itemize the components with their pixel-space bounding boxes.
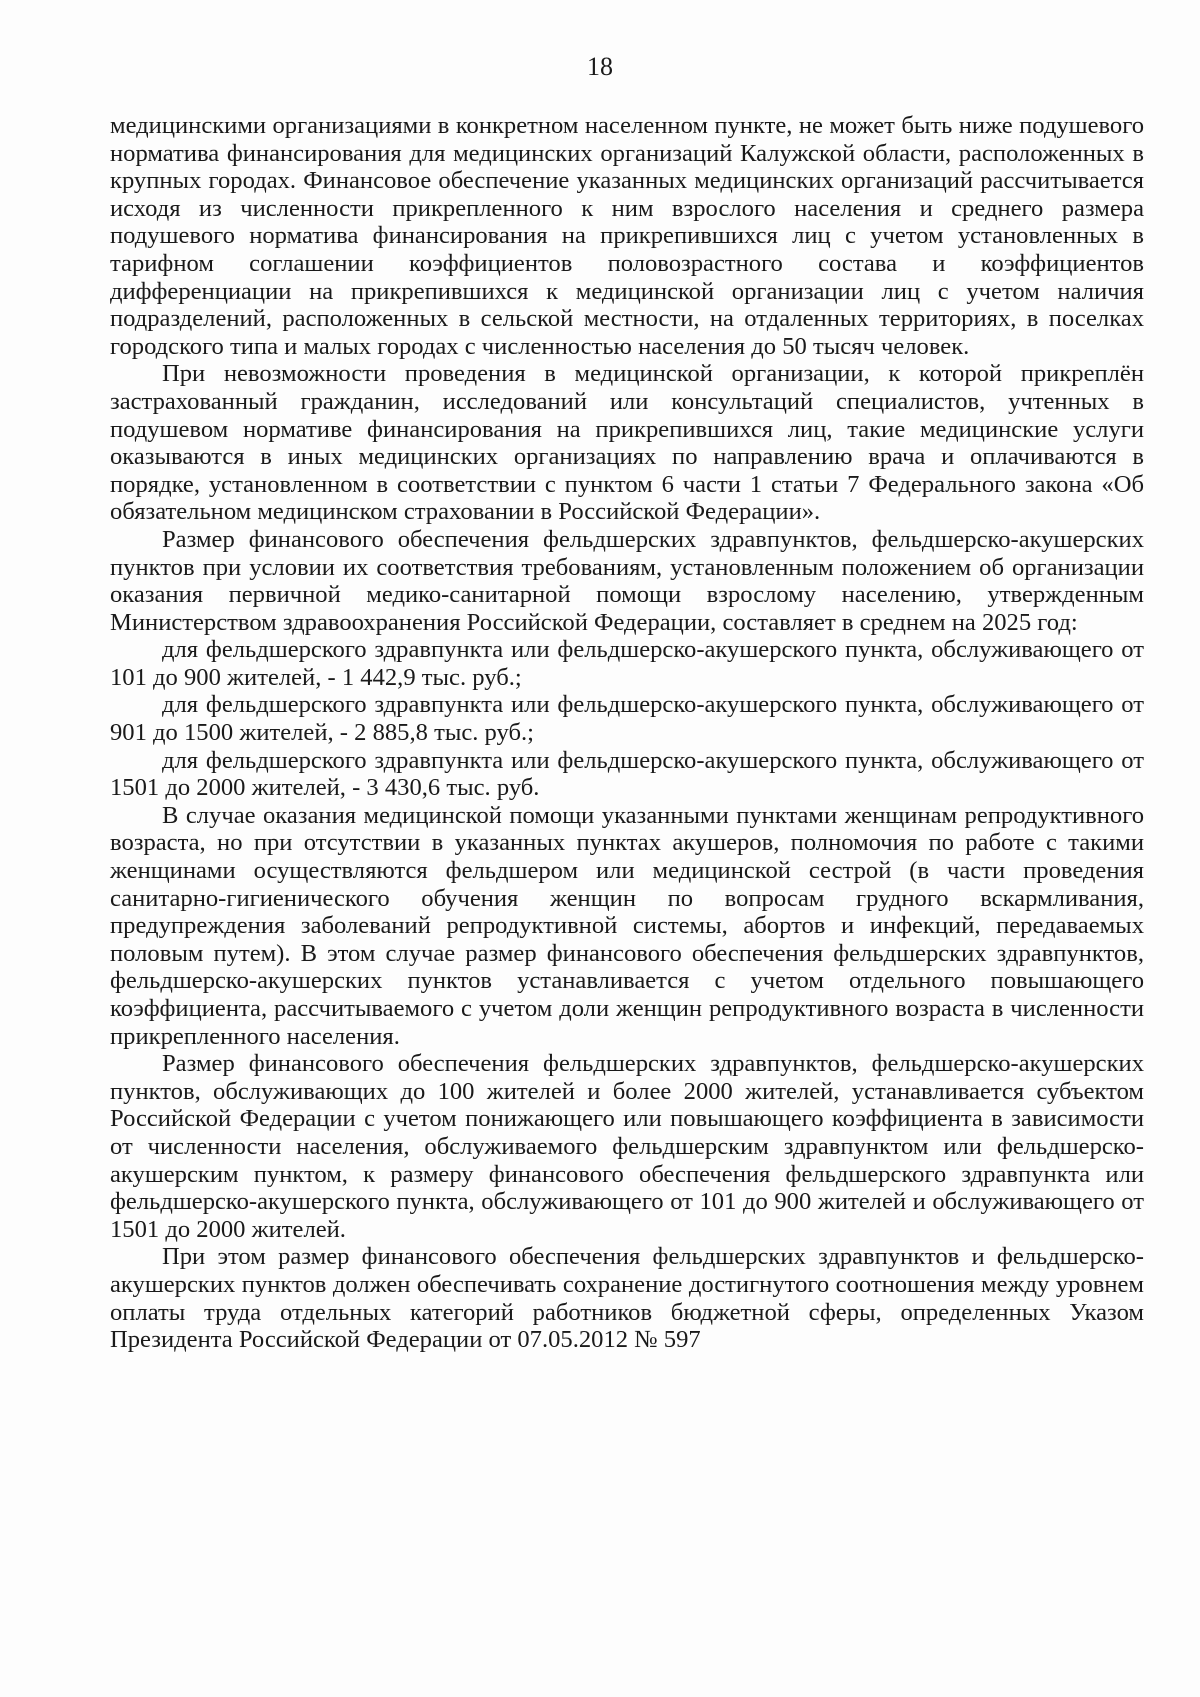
paragraph-fap-funding-size: Размер финансового обеспечения фельдшерских здравпунктов, фельдшерско-акушерских пунктов при условии их соответствия требованиям, установленным положением об организации оказания первичной медико-санитарной помощи взрослому населению, утвержденным Министерством здравоохранения Российской Федерации, составляет в среднем на 2025 год: bbox=[110, 525, 1144, 636]
list-item-fap-901-1500: для фельдшерского здравпункта или фельдшерско-акушерского пункта, обслуживающего от 901 до 1500 жителей, - 2 885,8 тыс. руб.; bbox=[110, 691, 1144, 747]
paragraph-fap-other-population: Размер финансового обеспечения фельдшерских здравпунктов, фельдшерско-акушерских пунктов, обслуживающих до 100 жителей и более 2000 жителей, устанавливается субъектом Российской Федерации с учетом понижающего или повышающего коэффициента в зависимости от численности населения, обслуживаемого фельдшерским здравпунктом или фельдшерско-акушерским пунктом, к размеру финансового обеспечения фельдшерского здравпункта или фельдшерско-акушерского пункта, обслуживающего от 101 до 900 жителей и обслуживающего от 1501 до 2000 жителей. bbox=[110, 1050, 1144, 1243]
paragraph-referral-services: При невозможности проведения в медицинской организации, к которой прикреплён застрахованный гражданин, исследований или консультаций специалистов, учтенных в подушевом нормативе финансирования на прикрепившихся лиц, такие медицинские услуги оказываются в иных медицинских организациях по направлению врача и оплачиваются в порядке, установленном в соответствии с пунктом 6 части 1 статьи 7 Федерального закона «Об обязательном медицинском страховании в Российской Федерации». bbox=[110, 360, 1144, 526]
document-body bbox=[110, 112, 1144, 1354]
list-item-fap-1501-2000: для фельдшерского здравпункта или фельдшерско-акушерского пункта, обслуживающего от 1501 до 2000 жителей, - 3 430,6 тыс. руб. bbox=[110, 746, 1144, 802]
paragraph-reproductive-age-women: В случае оказания медицинской помощи указанными пунктами женщинам репродуктивного возраста, но при отсутствии в указанных пунктах акушеров, полномочия по работе с такими женщинами осуществляются фельдшером или медицинской сестрой (в части проведения санитарно-гигиенического обучения женщин по вопросам грудного вскармливания, предупреждения заболеваний репродуктивной системы, абортов и инфекций, передаваемых половым путем). В этом случае размер финансового обеспечения фельдшерских здравпунктов, фельдшерско-акушерских пунктов устанавливается с учетом отдельного повышающего коэффициента, рассчитываемого с учетом доли женщин репродуктивного возраста в численности прикрепленного населения. bbox=[110, 801, 1144, 1050]
paragraph-capitation-continuation: медицинскими организациями в конкретном населенном пункте, не может быть ниже подушевого норматива финансирования для медицинских организаций Калужской области, расположенных в крупных городах. Финансовое обеспечение указанных медицинских организаций рассчитывается исходя из численности прикрепленного к ним взрослого населения и среднего размера подушевого норматива финансирования на прикрепившихся лиц с учетом установленных в тарифном соглашении коэффициентов половозрастного состава и коэффициентов дифференциации на прикрепившихся к медицинской организации лиц с учетом наличия подразделений, расположенных в сельской местности, на отдаленных территориях, в поселках городского типа и малых городах с численностью населения до 50 тысяч человек. bbox=[110, 112, 1144, 360]
paragraph-wage-ratio: При этом размер финансового обеспечения фельдшерских здравпунктов и фельдшерско-акушерских пунктов должен обеспечивать сохранение достигнутого соотношения между уровнем оплаты труда отдельных категорий работников бюджетной сферы, определенных Указом Президента Российской Федерации от 07.05.2012 № 597 bbox=[110, 1243, 1144, 1354]
page-number: 18 bbox=[587, 52, 613, 81]
list-item-fap-101-900: для фельдшерского здравпункта или фельдшерско-акушерского пункта, обслуживающего от 101 до 900 жителей, - 1 442,9 тыс. руб.; bbox=[110, 636, 1144, 691]
